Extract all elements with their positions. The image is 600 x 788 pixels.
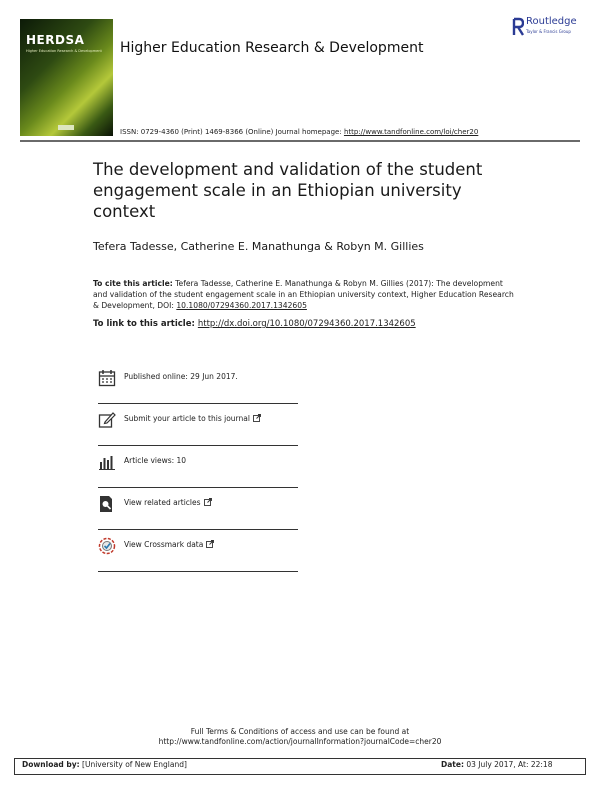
journal-title: Higher Education Research & Development	[120, 40, 424, 56]
published-online-label: Published online: 29 Jun 2017.	[124, 372, 238, 381]
crossmark-link[interactable]	[124, 540, 214, 549]
terms-url-link[interactable]: http://www.tandfonline.com/action/journalInformation?journalCode=cher20	[158, 737, 442, 746]
external-link-icon	[253, 414, 261, 422]
issn-line	[120, 128, 478, 136]
publisher-tagline: Taylor & Francis Group	[526, 29, 571, 34]
search-document-icon	[98, 495, 116, 513]
related-articles-link[interactable]	[124, 498, 212, 507]
publisher-name: Routledge	[526, 16, 577, 27]
downloaded-by-label: Download by:	[22, 760, 80, 769]
routledge-logo-icon	[512, 17, 524, 37]
cover-logo-text: HERDSA	[26, 33, 85, 47]
external-link-icon	[206, 540, 214, 548]
crossmark-row[interactable]	[98, 529, 298, 572]
terms-block	[0, 727, 600, 747]
link-label: To link to this article:	[93, 319, 198, 329]
cite-label: To cite this article:	[93, 279, 173, 288]
downloaded-by	[22, 760, 187, 769]
download-date-value: 03 July 2017, At: 22:18	[463, 760, 553, 769]
cite-text: Tefera Tadesse, Catherine E. Manathunga & Robyn M. Gillies (2017): The development and validation of the student engagement scale in an Ethiopian university context, Higher Education Research & Development, DOI:	[93, 279, 514, 310]
article-views-row	[98, 445, 298, 488]
edit-icon	[98, 411, 116, 429]
citation-block	[93, 278, 518, 311]
download-date	[441, 760, 552, 769]
header-divider	[20, 140, 580, 142]
download-date-label: Date:	[441, 760, 464, 769]
article-views-label: Article views: 10	[124, 456, 187, 465]
journal-homepage-link[interactable]: http://www.tandfonline.com/loi/cher20	[343, 128, 479, 136]
external-link-icon	[204, 498, 212, 506]
crossmark-label[interactable]: View Crossmark data	[124, 540, 204, 549]
crossmark-icon	[98, 537, 116, 555]
cover-subtitle: Higher Education Research & Development	[26, 49, 102, 53]
calendar-icon	[98, 369, 116, 387]
article-link-line	[93, 319, 416, 329]
related-articles-label[interactable]: View related articles	[124, 498, 201, 507]
submit-article-link[interactable]	[124, 414, 261, 423]
published-online-row	[98, 361, 298, 404]
article-authors: Tefera Tadesse, Catherine E. Manathunga & Robyn M. Gillies	[93, 240, 424, 253]
article-url-link[interactable]: http://dx.doi.org/10.1080/07294360.2017.1342605	[197, 319, 416, 329]
article-title: The development and validation of the student engagement scale in an Ethiopian university context	[93, 160, 483, 221]
related-articles-row[interactable]	[98, 487, 298, 530]
doi-link[interactable]: 10.1080/07294360.2017.1342605	[176, 301, 307, 310]
downloaded-by-value: [University of New England]	[79, 760, 187, 769]
submit-article-label[interactable]: Submit your article to this journal	[124, 414, 250, 423]
submit-article-row[interactable]	[98, 403, 298, 446]
cover-publisher-mark	[58, 125, 74, 130]
terms-line: Full Terms & Conditions of access and use can be found at	[190, 727, 410, 736]
bar-chart-icon	[98, 453, 116, 471]
journal-cover-image	[20, 19, 113, 136]
issn-text: ISSN: 0729-4360 (Print) 1469-8366 (Online) Journal homepage:	[120, 128, 344, 136]
